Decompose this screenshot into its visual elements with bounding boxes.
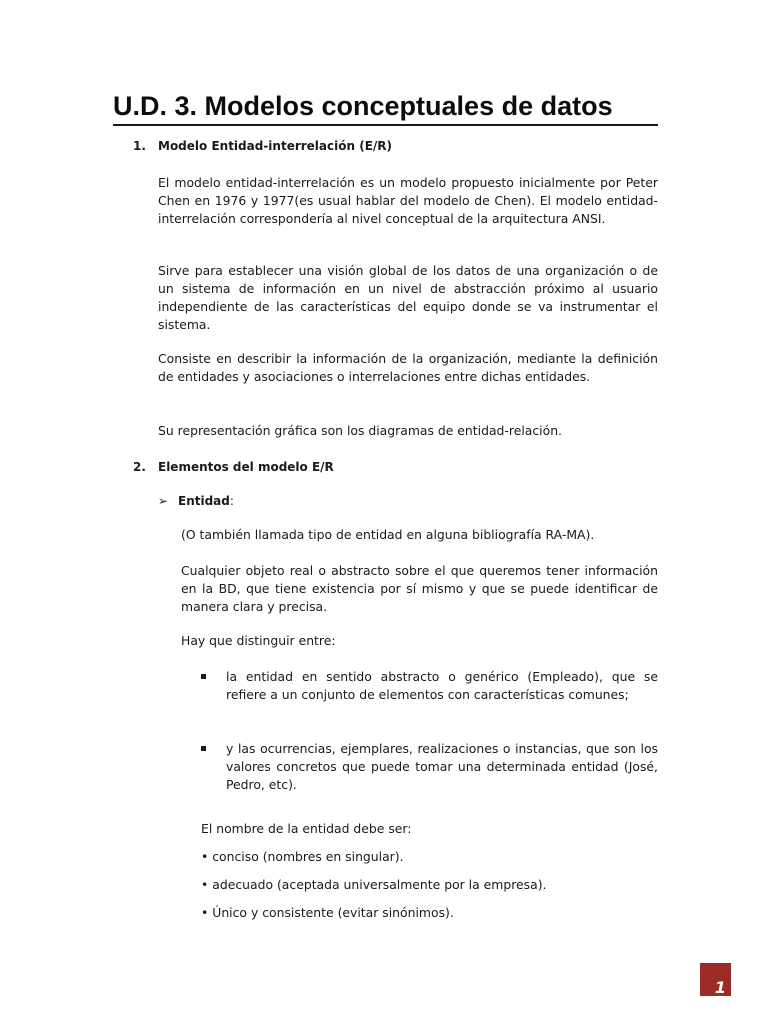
section-1-heading	[133, 137, 392, 155]
name-rule: • Único y consistente (evitar sinónimos).	[201, 905, 454, 920]
name-rule: • conciso (nombres en singular).	[201, 849, 404, 864]
entidad-label: Entidad	[178, 494, 230, 508]
name-rules-intro: El nombre de la entidad debe ser:	[201, 821, 412, 836]
arrow-bullet-icon: ➢	[158, 494, 169, 508]
page-title: U.D. 3. Modelos conceptuales de datos	[113, 91, 613, 121]
entidad-paragraph: Cualquier objeto real o abstracto sobre el que queremos tener información en la BD, que tiene existencia por sí mismo y que se puede identificar de manera clara y precisa.	[181, 563, 658, 614]
square-bullet-icon	[201, 746, 206, 751]
name-rule: • adecuado (aceptada universalmente por la empresa).	[201, 877, 547, 892]
list-item	[201, 668, 658, 704]
entidad-label-colon: :	[229, 494, 234, 508]
entidad-paragraph: (O también llamada tipo de entidad en alguna bibliografía RA-MA).	[181, 527, 595, 542]
section-1-paragraph: El modelo entidad-interrelación es un modelo propuesto inicialmente por Peter Chen en 1976 y 1977(es usual hablar del modelo de Chen). El modelo entidad-interrelación correspondería al nivel conceptual de la arquitectura ANSI.	[158, 175, 658, 226]
section-1-title: Modelo Entidad-interrelación (E/R)	[158, 139, 392, 153]
section-1-paragraph: Su representación gráfica son los diagramas de entidad-relación.	[158, 423, 562, 438]
list-item-text: la entidad en sentido abstracto o genérico (Empleado), que se refiere a un conjunto de elementos con características comunes;	[226, 669, 658, 702]
entidad-bullet	[158, 492, 234, 510]
square-bullet-icon	[201, 674, 206, 679]
entidad-paragraph: Hay que distinguir entre:	[181, 633, 336, 648]
list-item-text: y las ocurrencias, ejemplares, realizaciones o instancias, que son los valores concretos que puede tomar una determinada entidad (José, Pedro, etc).	[226, 741, 658, 792]
section-1-paragraph: Sirve para establecer una visión global de los datos de una organización o de un sistema de información en un nivel de abstracción próximo al usuario independiente de las características del equipo donde se va instrumentar el sistema.	[158, 263, 658, 332]
section-2-title: Elementos del modelo E/R	[158, 460, 334, 474]
section-2-number: 2.	[133, 460, 146, 474]
page-number-badge: 1	[700, 963, 731, 996]
section-1-paragraph: Consiste en describir la información de la organización, mediante la definición de entidades y asociaciones o interrelaciones entre dichas entidades.	[158, 351, 658, 384]
title-underline	[113, 124, 658, 126]
list-item	[201, 740, 658, 794]
section-2-heading	[133, 458, 334, 476]
section-1-number: 1.	[133, 139, 146, 153]
